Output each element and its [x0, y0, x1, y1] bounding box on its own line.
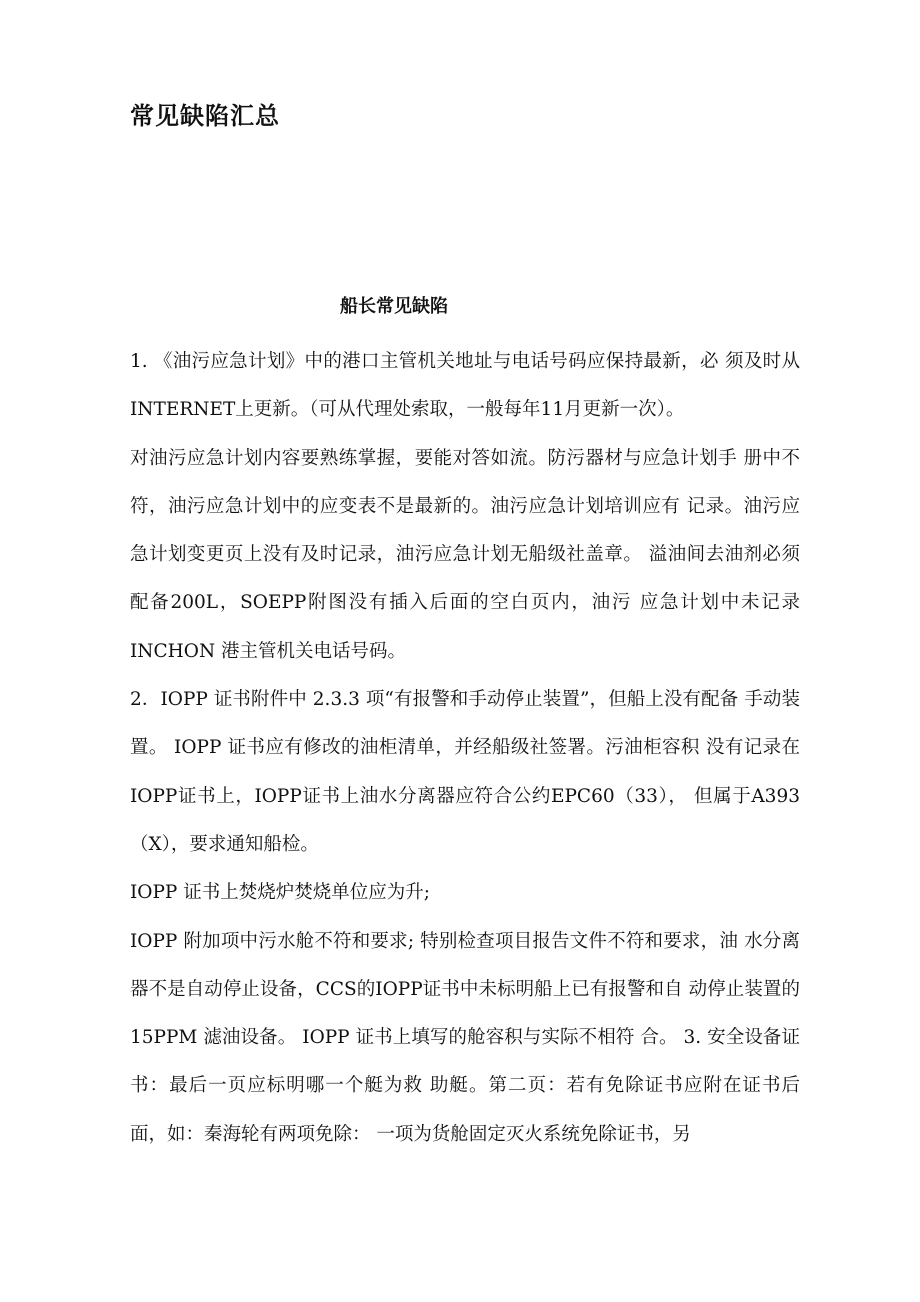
paragraph: IOPP 附加项中污水舱不符和要求; 特别检查项目报告文件不符和要求，油 水分离器不是自动停止设备，CCS的IOPP证书中未标明船上已有报警和自 动停止装置的 15PPM 滤油设备。 IOPP 证书上填写的舱容积与实际不相符 合。 3. 安全设备证书：最后一页应标明哪一个艇为救 助艇。第二页：若有免除证书应附在证书后面，如：秦海轮有两项免除： 一项为货舱固定灭火系统免除证书，另 — [130, 930, 800, 1145]
paragraph: 对油污应急计划内容要熟练掌握，要能对答如流。防污器材与应急计划手 册中不符，油污应急计划中的应变表不是最新的。油污应急计划培训应有 记录。油污应急计划变更页上没有及时记录，油污应急计划无船级社盖章。 溢油间去油剂必须配备200L，SOEPP附图没有插入后面的空白页内，油污 应急计划中未记录 INCHON 港主管机关电话号码。 — [130, 447, 800, 662]
paragraph: 1. 《油污应急计划》中的港口主管机关地址与电话号码应保持最新，必 须及时从INTERNET上更新。（可从代理处索取，一般每年11月更新一次）。 — [130, 351, 800, 421]
section-title: 船长常见缺陷 — [340, 296, 448, 317]
paragraph: IOPP 证书上焚烧炉焚烧单位应为升; — [130, 882, 430, 904]
document-title: 常见缺陷汇总 — [130, 102, 280, 130]
document-body — [130, 338, 800, 1159]
paragraph: 2．IOPP 证书附件中 2.3.3 项“有报警和手动停止装置”，但船上没有配备 手动装置。 IOPP 证书应有修改的油柜清单，并经船级社签署。污油柜容积 没有记录在IOPP证书上，IOPP证书上油水分离器应符合公约EPC60（33）， 但属于A393（X），要求通知船检。 — [130, 689, 800, 855]
